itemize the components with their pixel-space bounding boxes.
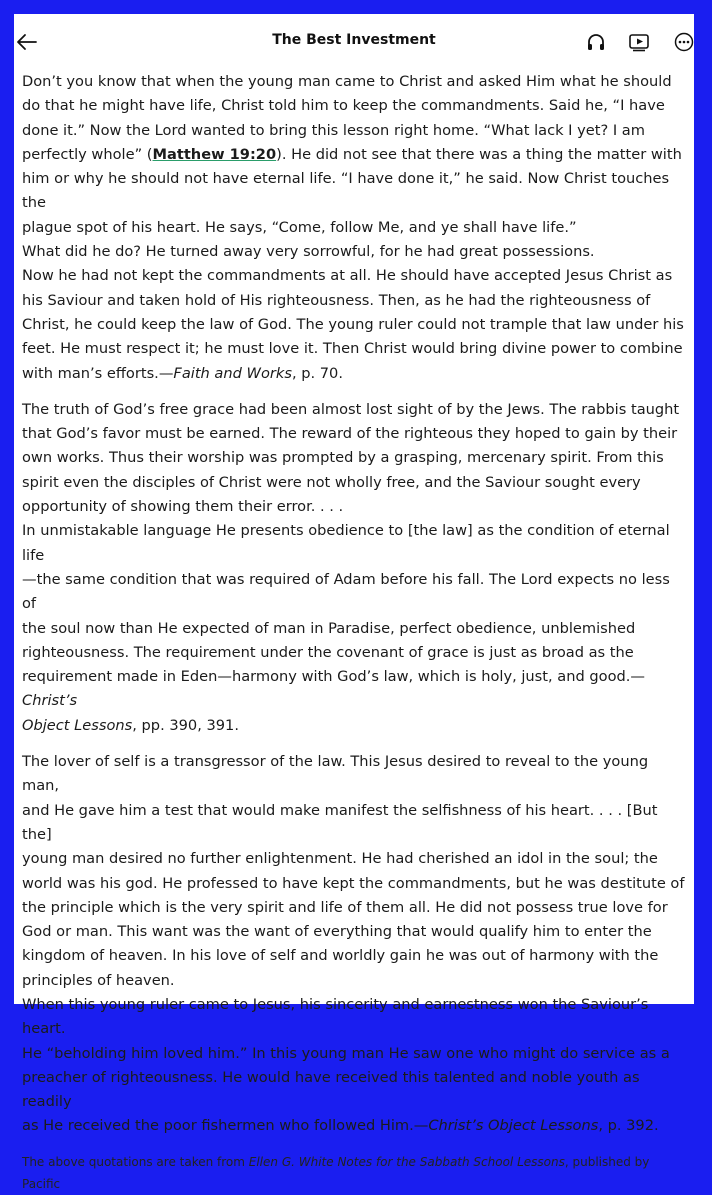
text-segment: requirement made in Eden—harmony with God’s law, which is holy, just, and good.—: [22, 668, 645, 686]
text-line: What did he do? He turned away very sorrowful, for he had great possessions.: [22, 243, 595, 261]
text-segment: , p. 392.: [598, 1117, 659, 1135]
citation-title: Faith and Works: [173, 364, 292, 382]
text-line: the soul now than He expected of man in Paradise, perfect obedience, unblemished: [22, 619, 636, 637]
text-line: —the same condition that was required of Adam before his fall. The Lord expects no less of: [22, 570, 670, 613]
text-line: and He gave him a test that would make manifest the selfishness of his heart. . . . [But the]: [22, 801, 658, 843]
text-line: righteousness. The requirement under the covenant of grace is just as broad as the: [22, 643, 634, 661]
text-line: He “beholding him loved him.” In this young man He saw one who might do service as a: [22, 1044, 670, 1062]
text-line: God or man. This want was the want of everything that would qualify him to enter the: [22, 923, 652, 941]
text-line: that God’s favor must be earned. The reward of the righteous they hoped to gain by their: [22, 425, 678, 443]
citation-title: Christ’s: [22, 692, 78, 710]
top-bar: [14, 14, 694, 70]
text-segment: ). He did not see that there was a thing the matter with: [276, 145, 682, 163]
text-segment: , pp. 390, 391.: [132, 716, 239, 734]
lesson-content: [22, 70, 688, 1195]
text-line: young man desired no further enlightenment. He had cherished an idol in the soul; the: [22, 850, 658, 868]
text-line: Now he had not kept the commandments at all. He should have accepted Jesus Christ as: [22, 267, 673, 285]
text-line: done it.” Now the Lord wanted to bring this lesson right home. “What lack I yet? I am: [22, 121, 645, 139]
text-line: Christ, he could keep the law of God. The young ruler could not trample that law under his: [22, 315, 684, 333]
headphones-icon[interactable]: [585, 31, 607, 53]
text-line: spirit even the disciples of Christ were not wholly free, and the Saviour sought every: [22, 473, 641, 491]
text-line: principles of heaven.: [22, 971, 175, 989]
paragraph-object-lessons-1: [22, 398, 688, 738]
text-segment: , published by Pacific: [22, 1154, 650, 1191]
text-line: [22, 665, 688, 714]
text-line: In unmistakable language He presents obedience to [the law] as the condition of eternal life: [22, 522, 670, 564]
citation-title: Object Lessons: [22, 716, 133, 734]
text-line: do that he might have life, Christ told him to keep the commandments. Said he, “I have: [22, 97, 665, 115]
more-dots-icon[interactable]: [673, 31, 695, 53]
text-line: him or why he should not have eternal life. “I have done it,” he said. Now Christ touches the: [22, 170, 670, 212]
text-segment: , p. 70.: [291, 364, 343, 382]
citation-title: Christ’s Object Lessons: [428, 1117, 599, 1135]
text-line: [22, 143, 688, 167]
text-line: opportunity of showing them their error. . . .: [22, 498, 344, 516]
page-title: The Best Investment: [272, 32, 436, 48]
text-segment: The above quotations are taken from: [22, 1154, 249, 1169]
text-line: The lover of self is a transgressor of the law. This Jesus desired to reveal to the young man,: [22, 753, 649, 795]
text-line: When this young ruler came to Jesus, his sincerity and earnestness won the Saviour’s heart.: [22, 995, 649, 1038]
play-video-icon[interactable]: [628, 31, 650, 53]
scripture-reference-link[interactable]: Matthew 19:20: [152, 145, 277, 163]
paragraph-faith-and-works: [22, 70, 688, 386]
text-line: his Saviour and taken hold of His righteousness. Then, as he had the righteousness of: [22, 291, 651, 309]
text-line: own works. Thus their worship was prompted by a grasping, mercenary spirit. From this: [22, 449, 664, 467]
text-line: [22, 362, 688, 386]
text-line: the principle which is the very spirit and life of them all. He did not possess true love for: [22, 898, 668, 916]
text-line: kingdom of heaven. In his love of self and worldly gain he was out of harmony with the: [22, 947, 659, 965]
text-line: The truth of God’s free grace had been almost lost sight of by the Jews. The rabbis taught: [22, 400, 680, 418]
text-line: [22, 714, 688, 738]
text-line: [22, 1114, 688, 1138]
text-segment: as He received the poor fishermen who followed Him.—: [22, 1117, 429, 1135]
citation-title: Ellen G. White Notes for the Sabbath School Lessons: [248, 1154, 565, 1169]
paragraph-object-lessons-2: [22, 750, 688, 1139]
text-line: world was his god. He professed to have kept the commandments, but he was destitute of: [22, 874, 685, 892]
text-line: preacher of righteousness. He would have received this talented and noble youth as readily: [22, 1068, 640, 1111]
text-line: Don’t you know that when the young man came to Christ and asked Him what he should: [22, 73, 672, 90]
text-line: feet. He must respect it; he must love it. Then Christ would bring divine power to combine: [22, 340, 683, 358]
text-line: plague spot of his heart. He says, “Come, follow Me, and ye shall have life.”: [22, 218, 577, 236]
reader-window: [14, 14, 694, 1191]
source-footnote: [22, 1151, 688, 1195]
text-segment: perfectly whole” (: [22, 145, 153, 163]
text-segment: with man’s efforts.—: [22, 364, 174, 382]
